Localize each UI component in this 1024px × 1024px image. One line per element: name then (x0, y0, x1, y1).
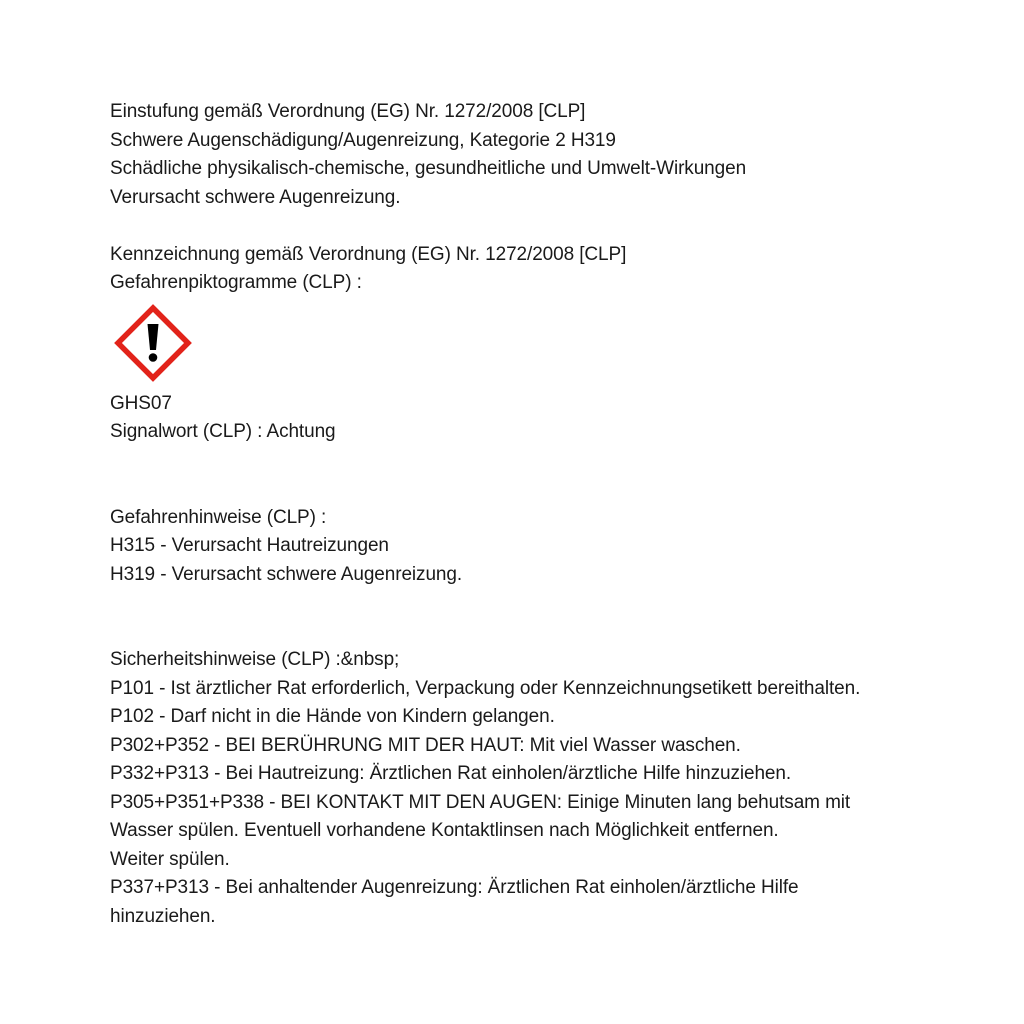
hazard-statements-heading: Gefahrenhinweise (CLP) : (110, 506, 327, 528)
effects-text: Verursacht schwere Augenreizung. (110, 186, 401, 208)
precautionary-statement-line: P102 - Darf nicht in die Hände von Kindern gelangen. (110, 706, 555, 727)
precautionary-statement-line: Wasser spülen. Eventuell vorhandene Kontaktlinsen nach Möglichkeit entfernen. (110, 820, 779, 841)
labelling-heading: Kennzeichnung gemäß Verordnung (EG) Nr. 1272/2008 [CLP] (110, 243, 627, 265)
hazard-statement-item: H315 - Verursacht Hautreizungen (110, 535, 389, 556)
precautionary-statement-line: P302+P352 - BEI BERÜHRUNG MIT DER HAUT: Mit viel Wasser waschen. (110, 734, 741, 756)
precautionary-statement-line: P305+P351+P338 - BEI KONTAKT MIT DEN AUGEN: Einige Minuten lang behutsam mit (110, 791, 851, 813)
precautionary-statement-line: P101 - Ist ärztlicher Rat erforderlich, Verpackung oder Kennzeichnungsetikett bereithalten. (110, 677, 861, 699)
precautionary-statements-heading: Sicherheitshinweise (CLP) :&nbsp; (110, 649, 400, 670)
precautionary-statement-line: P332+P313 - Bei Hautreizung: Ärztlichen Rat einholen/ärztliche Hilfe hinzuziehen. (110, 763, 792, 784)
ghs07-exclamation-mark-icon (114, 304, 192, 382)
classification-category: Schwere Augenschädigung/Augenreizung, Kategorie 2 H319 (110, 129, 616, 151)
pictogram-code: GHS07 (110, 392, 172, 414)
hazard-statement-item: H319 - Verursacht schwere Augenreizung. (110, 563, 463, 585)
spacer (110, 212, 990, 241)
safety-document (110, 98, 990, 931)
signal-word: Signalwort (CLP) : Achtung (110, 421, 336, 442)
pictogram-container (114, 304, 990, 390)
spacer (110, 447, 990, 504)
effects-heading: Schädliche physikalisch-chemische, gesundheitliche und Umwelt-Wirkungen (110, 158, 747, 179)
classification-heading: Einstufung gemäß Verordnung (EG) Nr. 1272/2008 [CLP] (110, 101, 586, 122)
spacer (110, 589, 990, 646)
pictograms-label: Gefahrenpiktogramme (CLP) : (110, 272, 362, 293)
precautionary-statement-line: P337+P313 - Bei anhaltender Augenreizung: Ärztlichen Rat einholen/ärztliche Hilfe (110, 877, 799, 898)
precautionary-statement-line: hinzuziehen. (110, 905, 216, 927)
precautionary-statement-line: Weiter spülen. (110, 848, 230, 870)
